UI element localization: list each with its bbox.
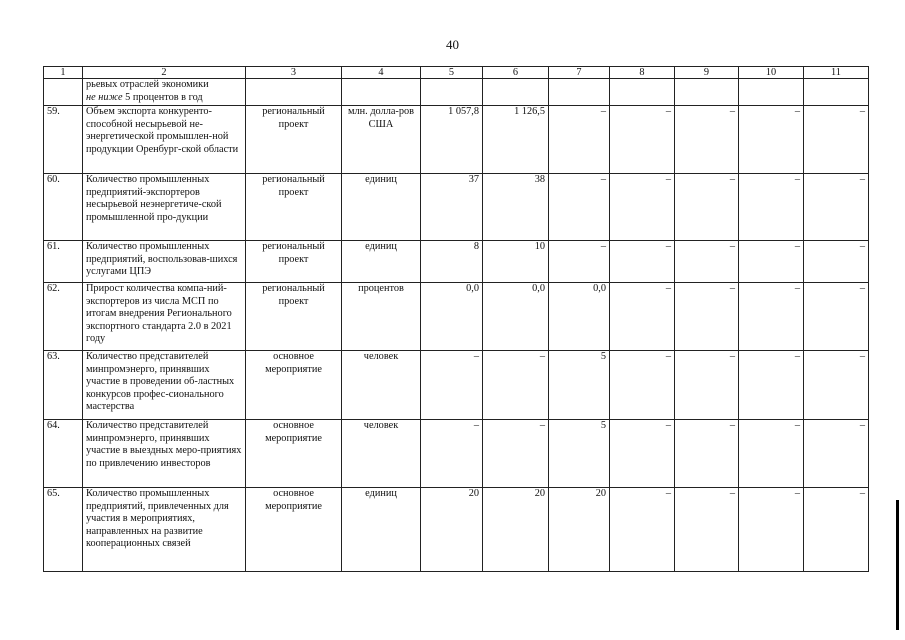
row-number: 59. [44,106,83,174]
value-cell: 20 [549,488,610,572]
indicator-type: региональный проект [246,241,342,283]
value-cell: – [610,488,675,572]
value-cell: – [739,488,804,572]
table-row [44,241,869,283]
row-number: 61. [44,241,83,283]
value-cell: – [675,351,739,420]
indicator-unit: процентов [342,283,421,351]
value-cell: – [421,351,483,420]
value-cell: 10 [483,241,549,283]
value-cell: 5 [549,351,610,420]
column-header: 3 [246,67,342,79]
indicator-unit: человек [342,351,421,420]
indicator-type: основное мероприятие [246,420,342,488]
value-cell: 20 [421,488,483,572]
value-cell: – [804,241,869,283]
value-cell: – [610,283,675,351]
scan-edge-mark [896,500,899,630]
value-cell: 0,0 [483,283,549,351]
value-cell: 8 [421,241,483,283]
cell-empty [44,79,83,106]
value-cell: – [675,420,739,488]
indicator-unit: человек [342,420,421,488]
column-header: 4 [342,67,421,79]
value-cell: – [804,420,869,488]
value-cell: – [804,174,869,241]
value-cell: – [675,488,739,572]
indicator-table [43,66,869,572]
column-header: 1 [44,67,83,79]
value-cell: – [804,283,869,351]
indicator-unit: млн. долла-ров США [342,106,421,174]
page-number: 40 [446,37,459,52]
value-cell: 0,0 [549,283,610,351]
indicator-type: региональный проект [246,283,342,351]
indicator-type: основное мероприятие [246,488,342,572]
value-cell: – [610,174,675,241]
value-cell: – [483,420,549,488]
value-cell: – [804,488,869,572]
row-number: 62. [44,283,83,351]
table-row [44,174,869,241]
value-cell: – [483,351,549,420]
indicator-name: Количество промышленных предприятий, привлеченных для участия в мероприятиях, направленных на развитие кооперационных связей [83,488,246,572]
value-cell: 37 [421,174,483,241]
value-cell: – [421,420,483,488]
indicator-type: региональный проект [246,106,342,174]
indicator-unit: единиц [342,174,421,241]
column-header: 2 [83,67,246,79]
value-cell: – [610,420,675,488]
value-cell: 38 [483,174,549,241]
value-cell: 1 057,8 [421,106,483,174]
column-header: 7 [549,67,610,79]
indicator-unit: единиц [342,241,421,283]
value-cell: – [675,106,739,174]
table-row [44,488,869,572]
column-header: 9 [675,67,739,79]
value-cell: – [610,351,675,420]
table-row [44,420,869,488]
row-number: 64. [44,420,83,488]
value-cell: – [675,241,739,283]
value-cell: – [804,106,869,174]
indicator-name: Прирост количества компа-ний-экспортеров из числа МСП по итогам внедрения Регионального экспортного стандарта 2.0 в 2021 году [83,283,246,351]
continuation-text [83,79,246,106]
value-cell: – [739,174,804,241]
continuation-italic: не ниже [86,91,123,103]
continuation-line1: рьевых отраслей экономики [86,79,209,90]
column-header: 11 [804,67,869,79]
value-cell: 20 [483,488,549,572]
indicator-name: Количество представителей минпромэнерго, принявших участие в выездных меро-приятиях по привлечению инвесторов [83,420,246,488]
value-cell: – [610,241,675,283]
continuation-row [44,79,869,106]
value-cell: – [739,241,804,283]
header-row [44,67,869,79]
row-number: 60. [44,174,83,241]
indicator-type: региональный проект [246,174,342,241]
indicator-name: Количество промышленных предприятий, воспользовав-шихся услугами ЦПЭ [83,241,246,283]
indicator-type: основное мероприятие [246,351,342,420]
column-header: 8 [610,67,675,79]
value-cell: 5 [549,420,610,488]
table-row [44,106,869,174]
row-number: 65. [44,488,83,572]
value-cell: – [549,174,610,241]
value-cell: 1 126,5 [483,106,549,174]
value-cell: – [804,351,869,420]
value-cell: – [675,283,739,351]
indicator-name: Количество представителей минпромэнерго, принявших участие в проведении об-ластных конкурсов профес-сионального мастерства [83,351,246,420]
value-cell: – [549,106,610,174]
continuation-rest: 5 процентов в год [122,91,203,103]
row-number: 63. [44,351,83,420]
indicator-name: Объем экспорта конкуренто-способной несырьевой не-энергетической промышлен-ной продукции Оренбург-ской области [83,106,246,174]
indicator-unit: единиц [342,488,421,572]
indicator-name: Количество промышленных предприятий-экспортеров несырьевой неэнергетиче-ской промышленной про-дукции [83,174,246,241]
table-row [44,351,869,420]
value-cell: – [549,241,610,283]
value-cell: – [739,420,804,488]
value-cell: – [739,351,804,420]
value-cell: – [739,106,804,174]
column-header: 5 [421,67,483,79]
value-cell: 0,0 [421,283,483,351]
value-cell: – [675,174,739,241]
value-cell: – [739,283,804,351]
table-row [44,283,869,351]
column-header: 6 [483,67,549,79]
value-cell: – [610,106,675,174]
column-header: 10 [739,67,804,79]
